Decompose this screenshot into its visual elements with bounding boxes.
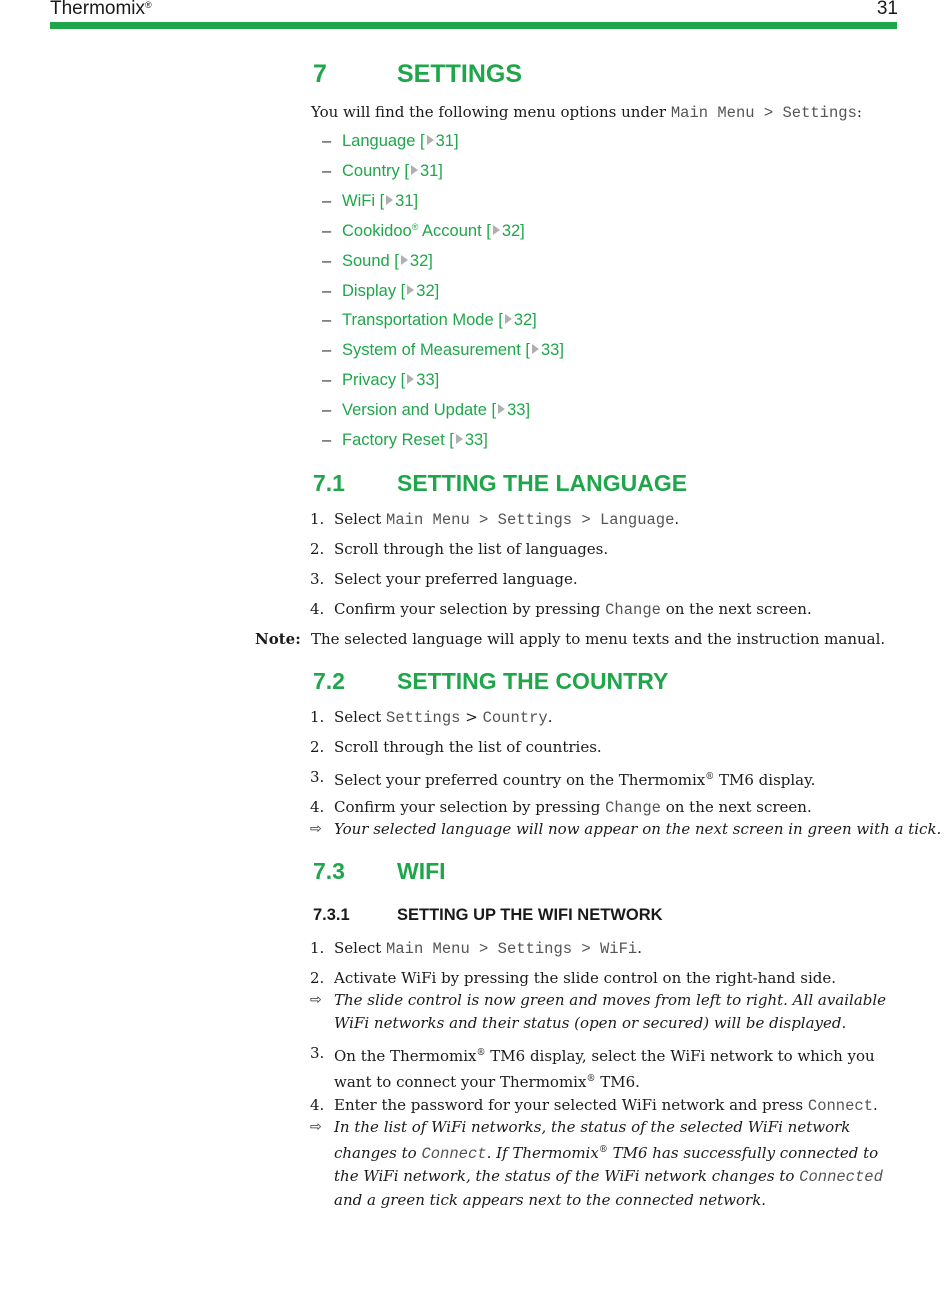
page-ref-arrow-icon <box>456 434 463 444</box>
list-item: 3. Select your preferred country on the Thermomix® TM6 display. <box>310 768 816 789</box>
page-ref-arrow-icon <box>407 285 414 295</box>
toc-item[interactable]: – WiFi [ 31] <box>322 191 419 210</box>
page-ref-arrow-icon <box>407 374 414 384</box>
list-item: 3. On the Thermomix® TM6 display, select the WiFi network to which you want to connect your Thermomix® TM6. <box>310 1044 875 1091</box>
result-arrow-icon: ⇨ <box>310 821 322 837</box>
toc-item[interactable]: – Sound [ 32] <box>322 251 433 270</box>
header-rule <box>50 22 897 29</box>
note-text: The selected language will apply to menu texts and the instruction manual. <box>311 630 886 648</box>
list-item: 1. Select Main Menu > Settings > Language. <box>310 510 680 529</box>
list-item: 2. Scroll through the list of countries. <box>310 738 602 756</box>
list-item: 2. Activate WiFi by pressing the slide control on the right-hand side. <box>310 969 837 987</box>
list-item: 4. Enter the password for your selected WiFi network and press Connect. <box>310 1096 878 1115</box>
header-brand: Thermomix® <box>50 0 152 19</box>
toc-item[interactable]: – System of Measurement [ 33] <box>322 341 564 360</box>
page-number: 31 <box>876 0 898 19</box>
list-item: 2. Scroll through the list of languages. <box>310 540 609 558</box>
result-text: ⇨ Your selected language will now appear on the next screen in green with a tick. <box>310 818 910 841</box>
list-item: 4. Confirm your selection by pressing Change on the next screen. <box>310 600 812 619</box>
result-arrow-icon: ⇨ <box>310 1119 322 1135</box>
page-ref-arrow-icon <box>498 404 505 414</box>
page-ref-arrow-icon <box>505 314 512 324</box>
result-text: ⇨ In the list of WiFi networks, the status of the selected WiFi network changes to Connect. If Thermomix® TM6 has successfully connected to the WiFi network, the status of the WiFi network changes to Connected and a green tick appears next to the connected network. <box>310 1118 883 1209</box>
note-label: Note: <box>255 630 301 648</box>
page-ref-arrow-icon <box>493 225 500 235</box>
list-item: 4. Confirm your selection by pressing Change on the next screen. <box>310 798 812 817</box>
list-item: 1. Select Settings > Country. <box>310 708 553 727</box>
list-item: 3. Select your preferred language. <box>310 570 578 588</box>
result-arrow-icon: ⇨ <box>310 992 322 1008</box>
page-ref-arrow-icon <box>532 344 539 354</box>
list-item: 1. Select Main Menu > Settings > WiFi. <box>310 939 642 958</box>
page-ref-arrow-icon <box>427 135 434 145</box>
toc-item[interactable]: – Transportation Mode [ 32] <box>322 311 537 330</box>
toc-item[interactable]: – Version and Update [ 33] <box>322 401 531 420</box>
toc-item[interactable]: – Language [ 31] <box>322 132 459 150</box>
toc-item[interactable]: – Country [ 31] <box>322 161 443 180</box>
toc-item[interactable]: – Factory Reset [ 33] <box>322 431 488 449</box>
section-7-intro: You will find the following menu options under Main Menu > Settings: <box>311 103 862 122</box>
page-ref-arrow-icon <box>386 195 393 205</box>
result-text: ⇨ The slide control is now green and moves from left to right. All available WiFi networks and their status (open or secured) will be displayed. <box>310 991 887 1032</box>
toc-item[interactable]: – Privacy [ 33] <box>322 371 440 390</box>
toc-item[interactable]: – Cookidoo® Account [ 32] <box>322 221 525 240</box>
page-ref-arrow-icon <box>411 165 418 175</box>
toc-item[interactable]: – Display [ 32] <box>322 281 440 300</box>
page-ref-arrow-icon <box>401 255 408 265</box>
